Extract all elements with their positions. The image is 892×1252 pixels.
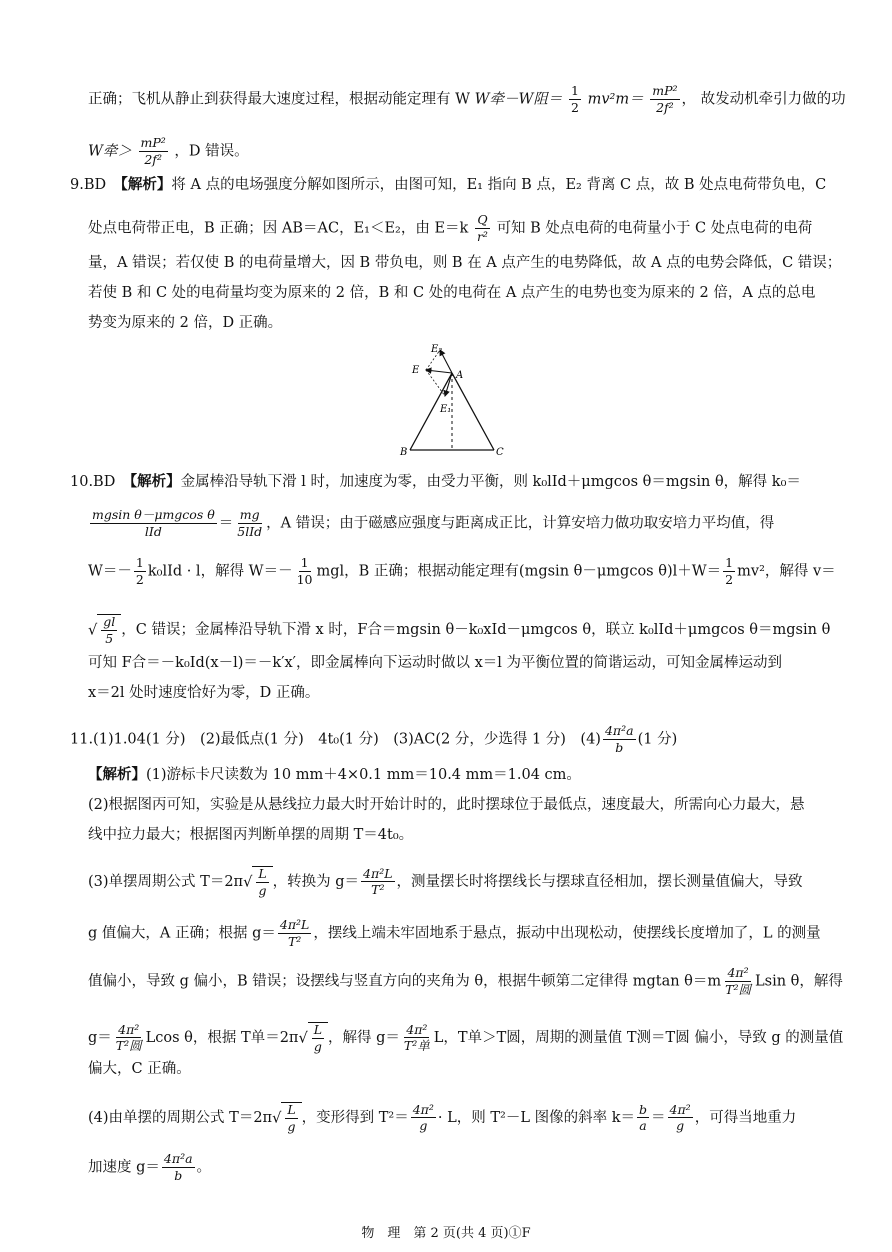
page-footer: 物 理 第 2 页(共 4 页)①F [361, 1226, 531, 1241]
label-e: E [412, 365, 420, 376]
label-b: B [400, 447, 408, 458]
label-c: C [496, 447, 504, 458]
text-line: 加速度 g＝ $\frac{\text{4π²a}}{b}$ 。 [88, 1151, 212, 1183]
text-line: W＝－ $\frac{1}{2}$ k₀lId · l，解得 W＝－ $\frac{1}{10}$ mgl，B 正确；根据动能定理有(mgsin θ－μmgcos θ)l＋W＝ $\frac{1}{2}$ mv²，解得 v＝ [88, 555, 836, 587]
text-line: √ $\frac{gl}{5}$ ，C 错误；金属棒沿导轨下滑 x 时，F合＝mgsin θ－k₀xId－μmgcos θ，联立 k₀lId＋μmgcos θ＝mgsin θ [88, 614, 831, 646]
fraction: $\frac{1}{2}$ [571, 83, 579, 115]
fraction: $\frac{\text{mP²}}{\text{2f²}}$ [140, 135, 166, 167]
question-10-line: 10.BD 【解析】金属棒沿导轨下滑 l 时，加速度为零，由受力平衡，则 k₀lId＋μmgcos θ＝mgsin θ，解得 k₀＝ [70, 473, 801, 490]
formula-w: W牵－W阻＝ [474, 91, 563, 108]
fraction: $\frac{\text{mP²}}{\text{2f²}}$ [652, 83, 678, 115]
text-line: W牵＞ $\frac{\text{mP²}}{\text{2f²}}$ ，D 错误。 [88, 135, 249, 167]
vector-e [426, 370, 452, 373]
side-ac [452, 373, 494, 450]
text-line: 【解析】(1)游标卡尺读数为 10 mm＋4×0.1 mm＝10.4 mm＝1.04 cm。 [88, 766, 581, 783]
fraction: mg 5lId [237, 507, 263, 539]
text-line: (2)根据图丙可知，实验是从悬线拉力最大时开始计时的，此时摆球位于最低点，速度最大，所需向心力最大，悬 [88, 797, 805, 813]
label-e1: E₁ [440, 404, 452, 415]
electric-field-diagram [390, 340, 510, 458]
text-line: 若使 B 和 C 处的电荷量均变为原来的 2 倍，B 和 C 处的电荷在 A 点产生的电势也变为原来的 2 倍，A 点的总电 [88, 285, 816, 301]
text-line: mgsin θ－μmgcos θ lId ＝ mg 5lId ，A 错误；由于磁感应强度与距离成正比，计算安培力做功取安培力平均值，得 [92, 507, 775, 539]
text-line: 偏大，C 正确。 [88, 1061, 191, 1077]
text-line: x＝2l 处时速度恰好为零，D 正确。 [88, 685, 320, 701]
text-line: 可知 F合＝－k₀Id(x－l)＝－k′x′，即金属棒向下运动时做以 x＝l 为平衡位置的简谐运动，可知金属棒运动到 [88, 655, 782, 671]
label-a: A [456, 370, 464, 381]
text-line: g＝ 4π² T²圆 Lcos θ，根据 T单＝2π√ $\frac{L}{g}$ ，解得 g＝ 4π² T²单 L，T单＞T圆，周期的测量值 T测＝T圆 偏小，导致 g 的测量值 [88, 1021, 844, 1054]
text-line: 正确；飞机从静止到获得最大速度过程，根据动能定理有 W W牵－W阻＝ $\frac{1}{2}$ mv²m＝ $\frac{\text{mP²}}{\text{2f²}}$ ， 故发动机牵引力做的功 [88, 83, 846, 115]
sqrt: √ $\frac{gl}{5}$ [88, 614, 121, 646]
question-9-line: 9.BD 【解析】将 A 点的电场强度分解如图所示，由图可知，E₁ 指向 B 点，E₂ 背离 C 点，故 B 处点电荷带负电，C [70, 176, 827, 193]
text-line: 值偏小，导致 g 偏小，B 错误；设摆线与竖直方向的夹角为 θ，根据牛顿第二定律得 mgtan θ＝m 4π² T²圆 Lsin θ，解得 [88, 965, 843, 997]
text-line: (3)单摆周期公式 T＝2π√ $\frac{L}{g}$ ，转换为 g＝ $\frac{\text{4π²L}}{\text{T²}}$ ，测量摆长时将摆线长与摆球直径相加，摆长测量值偏大，导致 [88, 865, 803, 898]
label-e2: E₂ [431, 344, 443, 355]
fraction: mgsin θ－μmgcos θ lId [92, 507, 215, 539]
text-line: 量，A 错误；若仅使 B 的电荷量增大，因 B 带负电，则 B 在 A 点产生的电势降低，故 A 点的电势会降低，C 错误； [88, 255, 842, 271]
fraction: $\frac{Q}{\text{r²}}$ [476, 212, 488, 244]
text-line: 处点电荷带正电，B 正确；因 AB＝AC，E₁＜E₂，由 E＝k $\frac{Q}{\text{r²}}$ 可知 B 处点电荷的电荷量小于 C 处点电荷的电荷 [88, 212, 813, 244]
question-11-line: 11.(1)1.04(1 分) (2)最低点(1 分) 4t₀(1 分) (3)AC(2 分，少选得 1 分) (4) $\frac{\text{4π²a}}{b}$ (1 分) [70, 723, 678, 755]
text-line: 势变为原来的 2 倍，D 正确。 [88, 315, 283, 331]
text-line: g 值偏大，A 正确；根据 g＝ $\frac{\text{4π²L}}{\text{T²}}$ ，摆线上端未牢固地系于悬点，振动中出现松动，使摆线长度增加了，L 的测量 [88, 917, 821, 949]
text-line: (4)由单摆的周期公式 T＝2π√ $\frac{L}{g}$ ，变形得到 T²＝ $\frac{\text{4π²}}{g}$ · L，则 T²－L 图像的斜率 k＝ $\frac{b}{a}$ ＝ $\frac{\text{4π²}}{g}$ ，可得当地重力 [88, 1101, 797, 1134]
text-line: 线中拉力最大；根据图丙判断单摆的周期 T＝4t₀。 [88, 827, 414, 843]
